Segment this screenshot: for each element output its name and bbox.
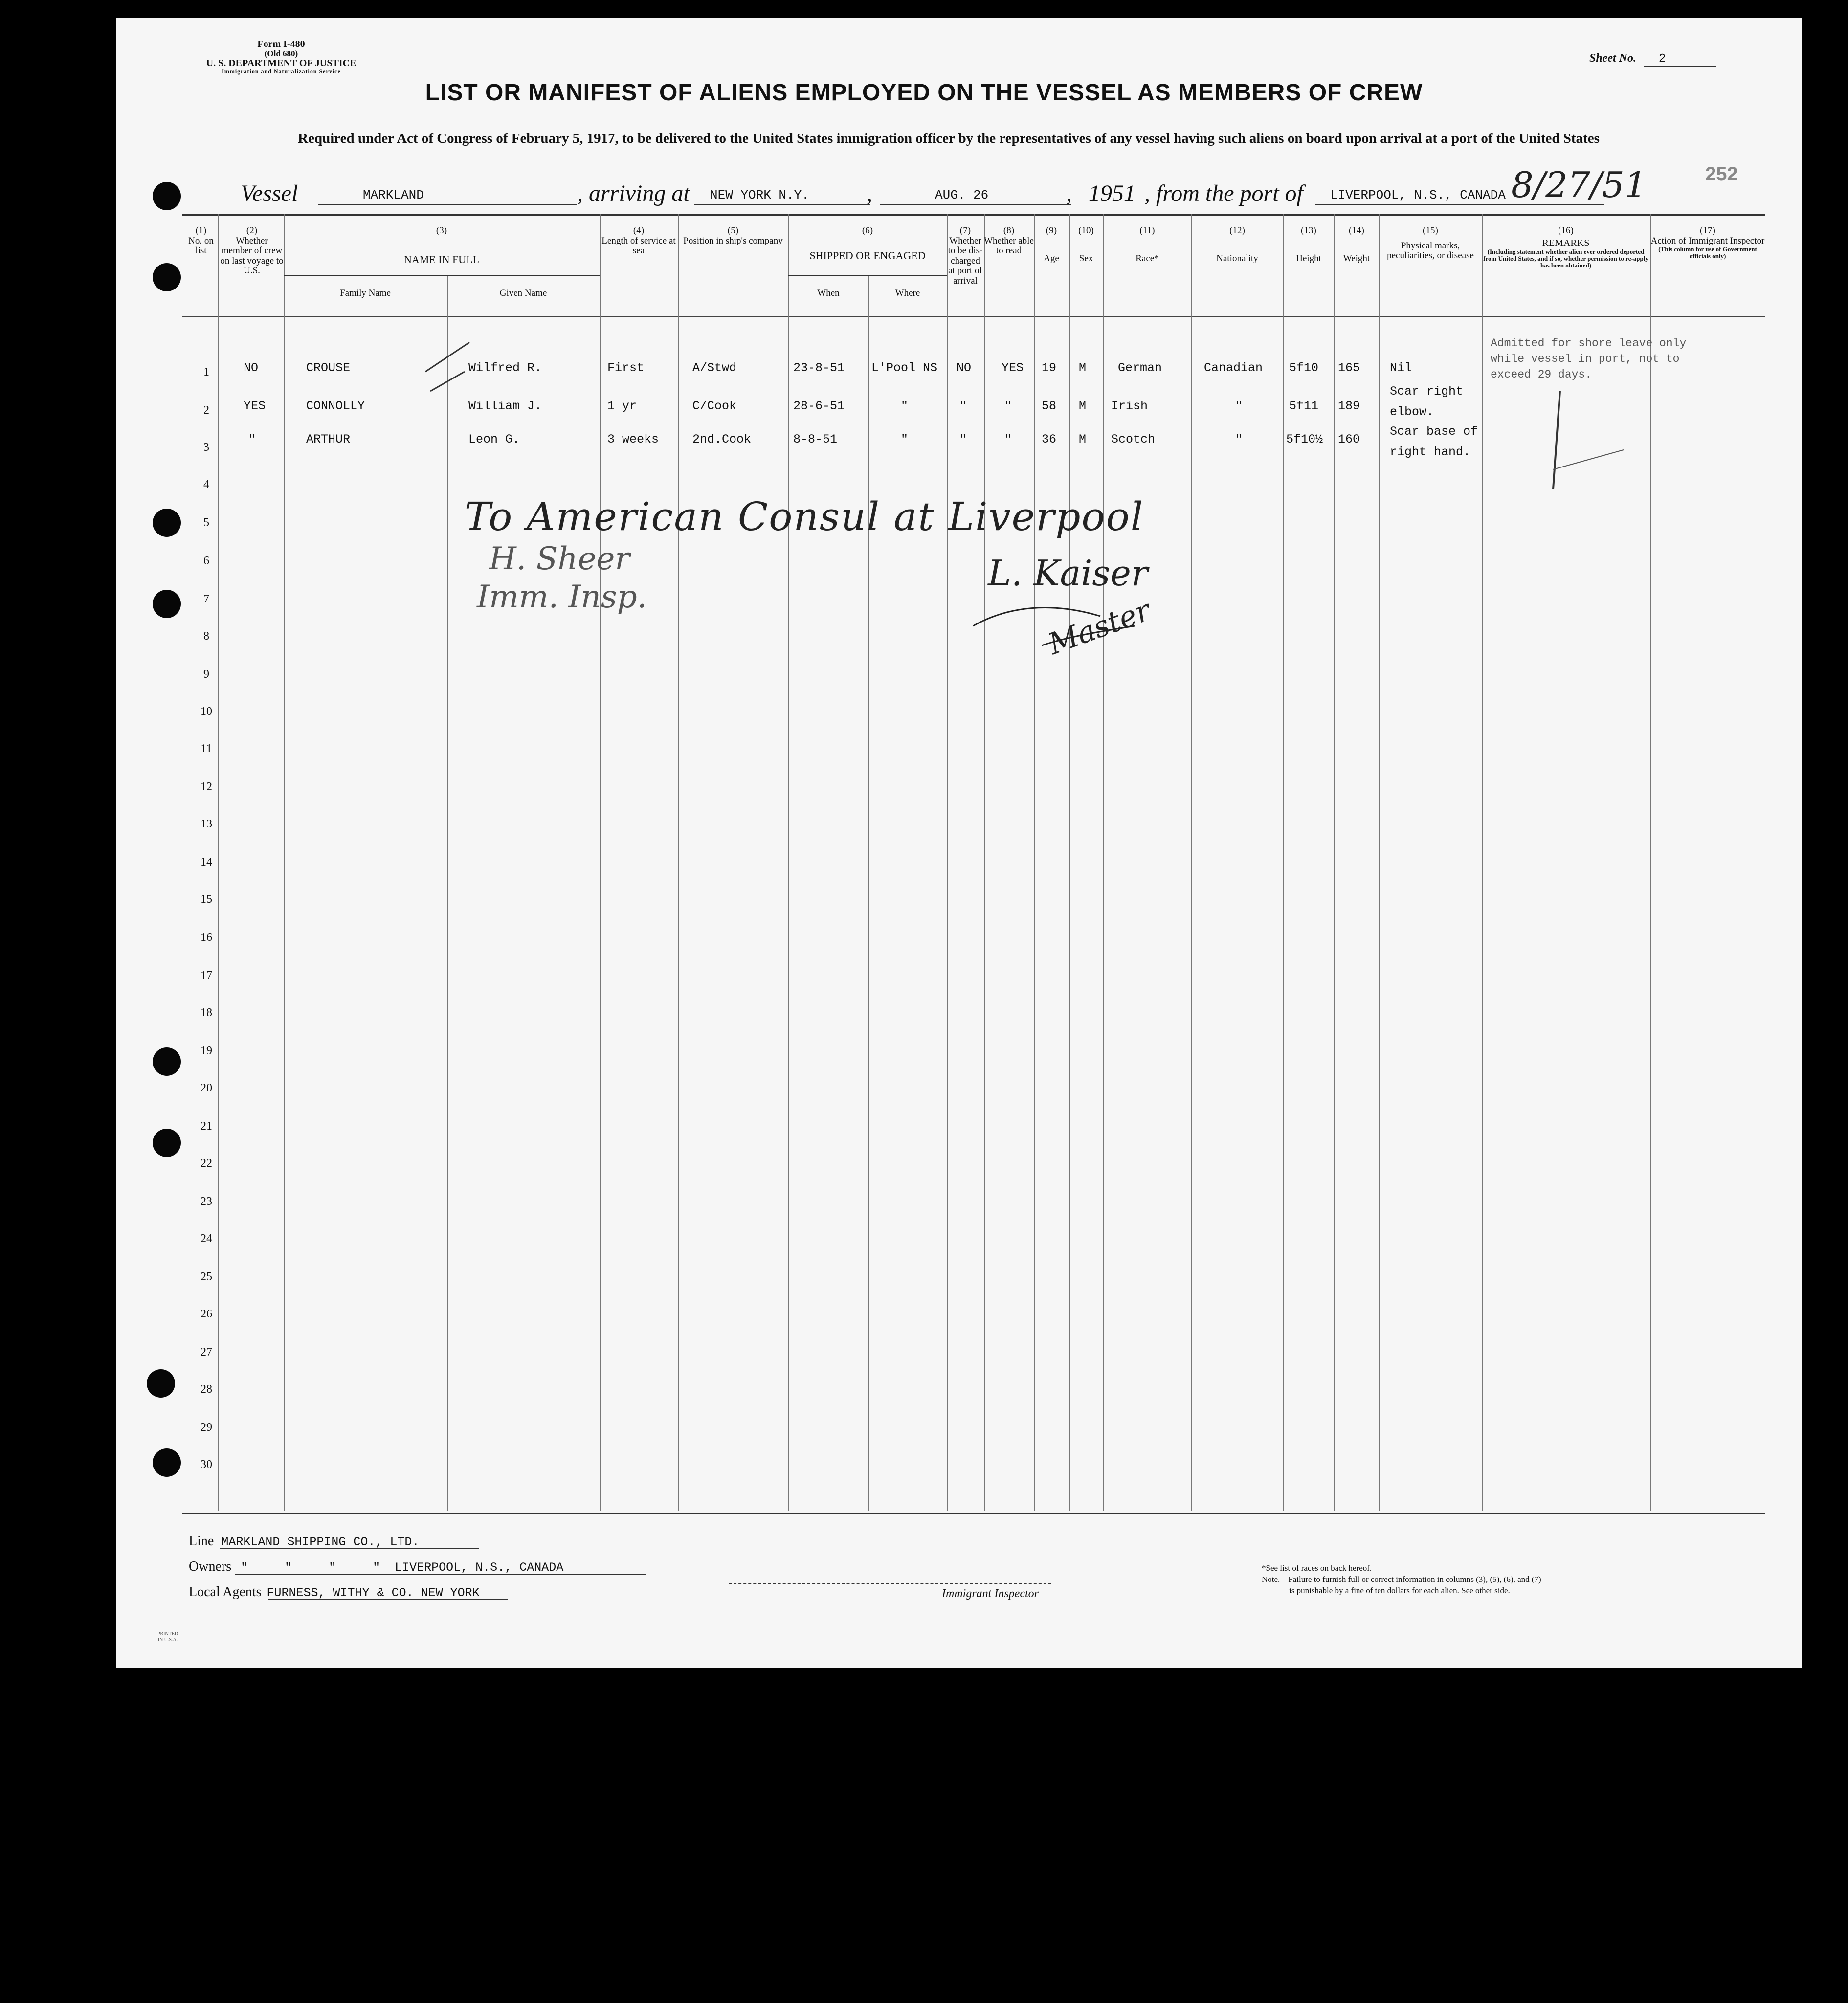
cell-family-name: CONNOLLY	[306, 399, 365, 413]
row-number: 23	[200, 1195, 212, 1208]
column-header-read: (8) Whether able to read	[984, 225, 1034, 256]
row-number: 19	[200, 1045, 212, 1057]
cell-race: German	[1118, 361, 1162, 375]
cell-prev-voyage: "	[248, 432, 256, 446]
service-name: Immigration and Naturalization Service	[222, 67, 341, 75]
cell-read: "	[1004, 399, 1012, 413]
column-header-shipped: (6) SHIPPED OR ENGAGED	[809, 225, 926, 262]
cell-service: First	[607, 361, 645, 375]
form-old-number: (Old 680)	[264, 49, 298, 58]
arrival-port: NEW YORK N.Y.	[710, 188, 809, 202]
from-label: , from the port of	[1144, 180, 1303, 206]
department-name: U. S. DEPARTMENT OF JUSTICE	[206, 57, 356, 68]
cell-given-name: William J.	[468, 399, 542, 413]
cell-physical-marks: Scar base of right hand.	[1390, 424, 1478, 459]
cell-sex: M	[1079, 399, 1087, 413]
cell-read: YES	[1002, 361, 1024, 375]
row-number: 14	[200, 856, 212, 868]
owners-label: Owners	[189, 1559, 232, 1574]
handwritten-consul-note: To American Consul at Liverpool	[465, 494, 1144, 539]
printer-mark: PRINTED IN U.S.A.	[157, 1631, 178, 1643]
cell-position: A/Stwd	[692, 361, 737, 375]
column-header-remarks: (16) REMARKS (Including statement whether alien ever ordered deported from United States, and if so, whether permission to re-apply has been obtained)	[1483, 225, 1648, 269]
cell-position: C/Cook	[692, 399, 737, 413]
cell-read: "	[1004, 432, 1012, 446]
column-header-sex: (10) Sex	[1078, 225, 1094, 264]
cell-when: 23-8-51	[793, 361, 845, 375]
cell-when: 28-6-51	[793, 399, 845, 413]
column-header-shipped-when: When	[817, 288, 840, 298]
cell-where: "	[901, 432, 909, 446]
column-header-given-name: Given Name	[499, 288, 547, 298]
row-number: 28	[200, 1383, 212, 1396]
cell-race: Scotch	[1111, 432, 1156, 446]
vessel-label: Vessel	[241, 180, 298, 206]
handwritten-inspector-name: H. Sheer	[489, 541, 630, 577]
column-header-action: (17) Action of Immigrant Inspector (This column for use of Government officials only)	[1650, 225, 1765, 260]
handwritten-inspector-title: Imm. Insp.	[477, 579, 647, 615]
agents-value: FURNESS, WITHY & CO. NEW YORK	[267, 1586, 480, 1600]
cell-physical-marks: Scar right elbow.	[1390, 384, 1464, 419]
row-number: 25	[200, 1270, 212, 1283]
line-value: MARKLAND SHIPPING CO., LTD.	[221, 1535, 420, 1549]
row-number: 15	[200, 893, 212, 906]
cell-sex: M	[1079, 432, 1087, 446]
cell-discharged: "	[959, 399, 967, 413]
arriving-label: , arriving at	[577, 180, 690, 206]
column-header-no: (1) No. on list	[188, 225, 214, 256]
cell-nationality: "	[1235, 432, 1243, 446]
owners-value: " " " " LIVERPOOL, N.S., CANADA	[241, 1560, 564, 1575]
row-number: 1	[203, 366, 209, 378]
column-header-race: (11) Race*	[1136, 225, 1159, 264]
cell-discharged: NO	[957, 361, 972, 375]
cell-service: 1 yr	[607, 399, 637, 413]
column-header-service: (4) Length of service at sea	[601, 225, 676, 256]
inspector-signature-label: Immigrant Inspector	[942, 1587, 1039, 1600]
row-number: 2	[203, 404, 209, 417]
footer-agents	[189, 1584, 480, 1600]
column-header-age: (9) Age	[1044, 225, 1059, 264]
column-header-family-name: Family Name	[340, 288, 391, 298]
handwritten-master-signature: L. Kaiser	[988, 553, 1148, 594]
column-header-nationality: (12) Nationality	[1216, 225, 1258, 264]
row-number: 3	[203, 441, 209, 454]
row-number: 8	[203, 630, 209, 643]
line-label: Line	[189, 1534, 214, 1549]
cell-service: 3 weeks	[607, 432, 659, 446]
row-number: 7	[203, 593, 209, 605]
cell-discharged: "	[959, 432, 967, 446]
cell-prev-voyage: YES	[244, 399, 266, 413]
cell-weight: 165	[1338, 361, 1360, 375]
column-header-height: (13) Height	[1296, 225, 1321, 264]
handwritten-master-title: Master	[1044, 593, 1155, 662]
row-number: 22	[200, 1157, 212, 1170]
cell-family-name: CROUSE	[306, 361, 351, 375]
page-subtitle: Required under Act of Congress of February 5, 1917, to be delivered to the United States immigration officer by the representatives of any vessel having such aliens on board upon arrival at a port of the United States	[298, 131, 1600, 146]
arrival-date: AUG. 26	[935, 188, 989, 202]
row-number: 10	[200, 705, 212, 718]
sheet-label: Sheet No.	[1589, 52, 1636, 65]
form-number: Form I-480	[257, 39, 305, 49]
row-number: 21	[200, 1120, 212, 1133]
column-header-shipped-where: Where	[895, 288, 920, 298]
column-header-discharged: (7) Whether to be dis-charged at port of arrival	[948, 225, 983, 286]
cell-age: 36	[1042, 432, 1057, 446]
cell-where: "	[901, 399, 909, 413]
row-number: 16	[200, 931, 212, 944]
row-number: 17	[200, 969, 212, 982]
row-number: 12	[200, 780, 212, 793]
row-number: 4	[203, 478, 209, 491]
cell-prev-voyage: NO	[244, 361, 259, 375]
sheet-value: 2	[1659, 52, 1666, 66]
cell-when: 8-8-51	[793, 432, 838, 446]
cell-nationality: Canadian	[1204, 361, 1263, 375]
cell-age: 58	[1042, 399, 1057, 413]
row-number: 26	[200, 1308, 212, 1320]
column-header-last-voyage: (2) Whether member of crew on last voyage to U.S.	[220, 225, 284, 276]
cell-height: 5f11	[1289, 399, 1319, 413]
vessel-line: Vessel MARKLAND , arriving at NEW YORK N.Y. , AUG. 26 , 1951 , from the port of LIVERPOOL, N.S., CANADA 8/27/51	[241, 164, 1647, 206]
cell-family-name: ARTHUR	[306, 432, 351, 446]
cell-sex: M	[1079, 361, 1087, 375]
page-stamp-number: 252	[1705, 163, 1738, 185]
cell-weight: 160	[1338, 432, 1360, 446]
cell-age: 19	[1042, 361, 1057, 375]
arrival-year: 1951	[1089, 180, 1136, 206]
row-number: 27	[200, 1346, 212, 1358]
footer-owners	[189, 1559, 563, 1575]
footer-line	[189, 1534, 419, 1549]
row-number: 9	[203, 668, 209, 681]
row-number: 18	[200, 1006, 212, 1019]
cell-position: 2nd.Cook	[692, 432, 752, 446]
cell-where: L'Pool NS	[871, 361, 938, 375]
agents-label: Local Agents	[189, 1584, 262, 1600]
remarks-stamp: Admitted for shore leave only while vessel in port, not to exceed 29 days.	[1491, 337, 1687, 381]
row-number: 6	[203, 555, 209, 567]
column-header-name: (3) NAME IN FULL	[404, 225, 479, 266]
cell-height: 5f10½	[1286, 432, 1323, 446]
row-number: 29	[200, 1421, 212, 1434]
column-header-position: (5) Position in ship's company	[683, 225, 783, 246]
cell-race: Irish	[1111, 399, 1148, 413]
footer-note: *See list of races on back hereof. Note.—Failure to furnish full or correct information in columns (3), (5), (6), and (7) is punishable by a fine of ten dollars for each alien. See other side.	[1262, 1563, 1541, 1595]
row-number: 20	[200, 1082, 212, 1094]
row-number: 5	[203, 516, 209, 529]
row-number: 11	[200, 742, 212, 755]
cell-weight: 189	[1338, 399, 1360, 413]
column-header-physical-marks: (15) Physical marks, peculiarities, or disease	[1387, 225, 1474, 261]
row-number: 24	[200, 1232, 212, 1245]
cell-given-name: Leon G.	[468, 432, 520, 446]
departure-port: LIVERPOOL, N.S., CANADA	[1330, 188, 1506, 202]
vessel-name: MARKLAND	[363, 188, 424, 202]
row-number: 30	[200, 1458, 212, 1471]
row-number: 13	[200, 818, 212, 830]
page-title: LIST OR MANIFEST OF ALIENS EMPLOYED ON THE VESSEL AS MEMBERS OF CREW	[425, 80, 1423, 106]
column-header-weight: (14) Weight	[1343, 225, 1370, 264]
cell-given-name: Wilfred R.	[468, 361, 542, 375]
cell-height: 5f10	[1289, 361, 1319, 375]
cell-physical-marks: Nil	[1390, 361, 1412, 375]
cell-nationality: "	[1235, 399, 1243, 413]
handwritten-date: 8/27/51	[1511, 164, 1647, 205]
